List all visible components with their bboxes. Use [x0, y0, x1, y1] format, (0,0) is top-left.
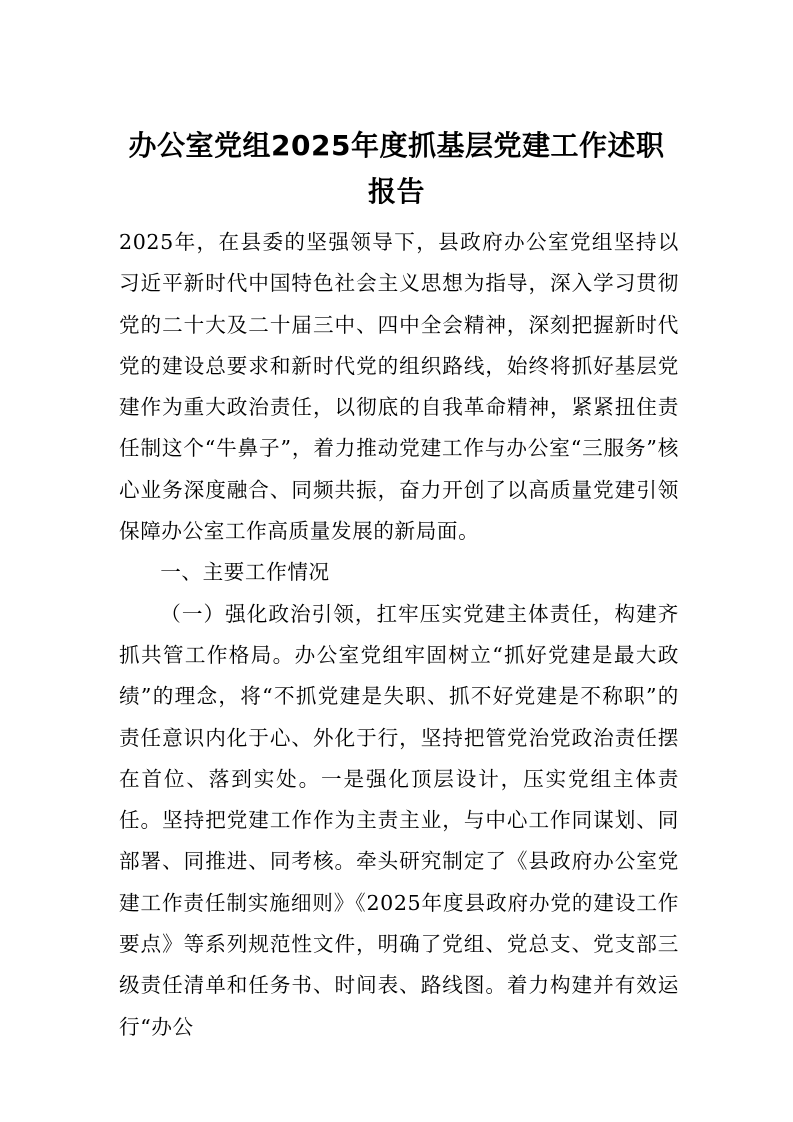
subsection-paragraph-1: （一）强化政治引领，扛牢压实党建主体责任，构建齐抓共管工作格局。办公室党组牢固树立“抓好党建是最大政绩”的理念，将“不抓党建是失职、抓不好党建是不称职”的责任意识内化于心、外化于行，坚持把管党治党政治责任摆在首位、落到实处。一是强化顶层设计，压实党组主体责任。坚持把党建工作作为主责主业，与中心工作同谋划、同部署、同推进、同考核。牵头研究制定了《县政府办公室党建工作责任制实施细则》《2025年度县政府办党的建设工作要点》等系列规范性文件，明确了党组、党总支、党支部三级责任清单和任务书、时间表、路线图。着力构建并有效运行“办公: [119, 601, 679, 1039]
document-body: [119, 222, 679, 1048]
section-heading-main-work: 一、主要工作情况: [160, 560, 330, 585]
document-title-line-1: 办公室党组2025年度抓基层党建工作述职: [128, 129, 665, 162]
document-title-line-2: 报告: [367, 175, 425, 208]
intro-paragraph: 2025年，在县委的坚强领导下，县政府办公室党组坚持以习近平新时代中国特色社会主义思想为指导，深入学习贯彻党的二十大及二十届三中、四中全会精神，深刻把握新时代党的建设总要求和新时代党的组织路线，始终将抓好基层党建作为重大政治责任，以彻底的自我革命精神，紧紧扭住责任制这个“牛鼻子”，着力推动党建工作与办公室“三服务”核心业务深度融合、同频共振，奋力开创了以高质量党建引领保障办公室工作高质量发展的新局面。: [119, 230, 679, 544]
